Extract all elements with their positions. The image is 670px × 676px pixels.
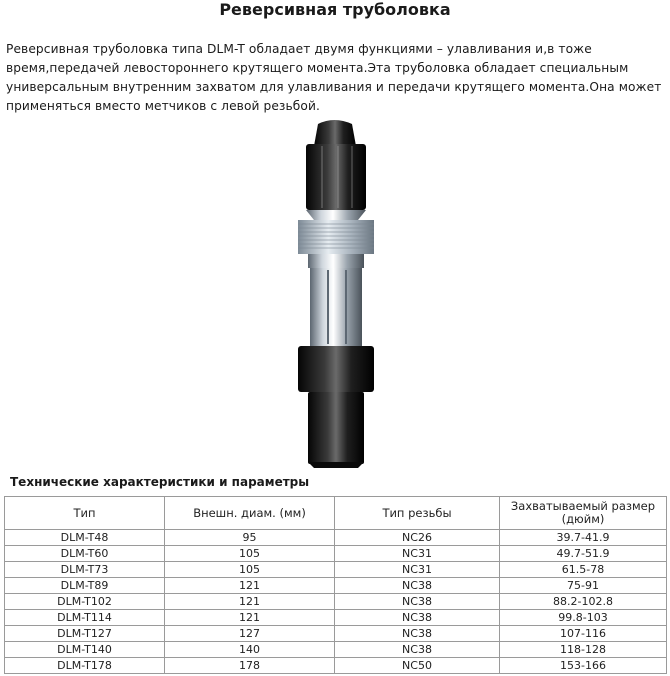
cell-type: DLM-T114 [5, 610, 165, 626]
pipe-spear-illustration [0, 118, 670, 468]
cell-catch-size: 107-116 [500, 626, 667, 642]
cell-thread-type: NC38 [335, 594, 500, 610]
cell-outer-diameter: 127 [165, 626, 335, 642]
cell-type: DLM-T127 [5, 626, 165, 642]
cell-outer-diameter: 140 [165, 642, 335, 658]
table-row [5, 530, 667, 546]
cell-thread-type: NC50 [335, 658, 500, 674]
table-row [5, 610, 667, 626]
table-row [5, 642, 667, 658]
cell-catch-size: 99.8-103 [500, 610, 667, 626]
table-row [5, 594, 667, 610]
table-row [5, 562, 667, 578]
cell-thread-type: NC26 [335, 530, 500, 546]
cell-type: DLM-T60 [5, 546, 165, 562]
cell-thread-type: NC31 [335, 546, 500, 562]
cell-catch-size: 118-128 [500, 642, 667, 658]
product-image [0, 118, 670, 468]
cell-type: DLM-T178 [5, 658, 165, 674]
column-header-thread-type: Тип резьбы [335, 497, 500, 530]
specs-section-title: Технические характеристики и параметры [10, 475, 310, 489]
page-title: Реверсивная труболовка [219, 0, 451, 19]
cell-outer-diameter: 95 [165, 530, 335, 546]
cell-thread-type: NC38 [335, 578, 500, 594]
column-header-catch-size: Захватываемый размер (дюйм) [500, 497, 667, 530]
cell-thread-type: NC31 [335, 562, 500, 578]
cell-outer-diameter: 121 [165, 578, 335, 594]
intro-paragraph: Реверсивная труболовка типа DLM-T обладает двумя функциями – улавливания и,в тоже время,передачей левостороннего крутящего момента.Эта труболовка обладает специальным универсальным внутренним захватом для улавливания и передачи крутящего момента.Она может применяться вместо метчиков с левой резьбой. [6, 42, 662, 113]
cell-thread-type: NC38 [335, 610, 500, 626]
cell-catch-size: 61.5-78 [500, 562, 667, 578]
cell-outer-diameter: 178 [165, 658, 335, 674]
cell-type: DLM-T89 [5, 578, 165, 594]
cell-catch-size: 75-91 [500, 578, 667, 594]
column-header-type: Тип [5, 497, 165, 530]
table-row [5, 546, 667, 562]
table-row [5, 658, 667, 674]
table-row [5, 578, 667, 594]
table-row [5, 626, 667, 642]
cell-thread-type: NC38 [335, 642, 500, 658]
cell-outer-diameter: 105 [165, 546, 335, 562]
cell-catch-size: 88.2-102.8 [500, 594, 667, 610]
cell-type: DLM-T48 [5, 530, 165, 546]
specs-table [4, 496, 667, 674]
cell-outer-diameter: 121 [165, 594, 335, 610]
cell-catch-size: 49.7-51.9 [500, 546, 667, 562]
cell-type: DLM-T73 [5, 562, 165, 578]
table-header-row [5, 497, 667, 530]
cell-outer-diameter: 105 [165, 562, 335, 578]
cell-type: DLM-T140 [5, 642, 165, 658]
cell-catch-size: 39.7-41.9 [500, 530, 667, 546]
cell-outer-diameter: 121 [165, 610, 335, 626]
cell-catch-size: 153-166 [500, 658, 667, 674]
cell-thread-type: NC38 [335, 626, 500, 642]
cell-type: DLM-T102 [5, 594, 165, 610]
column-header-outer-diameter: Внешн. диам. (мм) [165, 497, 335, 530]
